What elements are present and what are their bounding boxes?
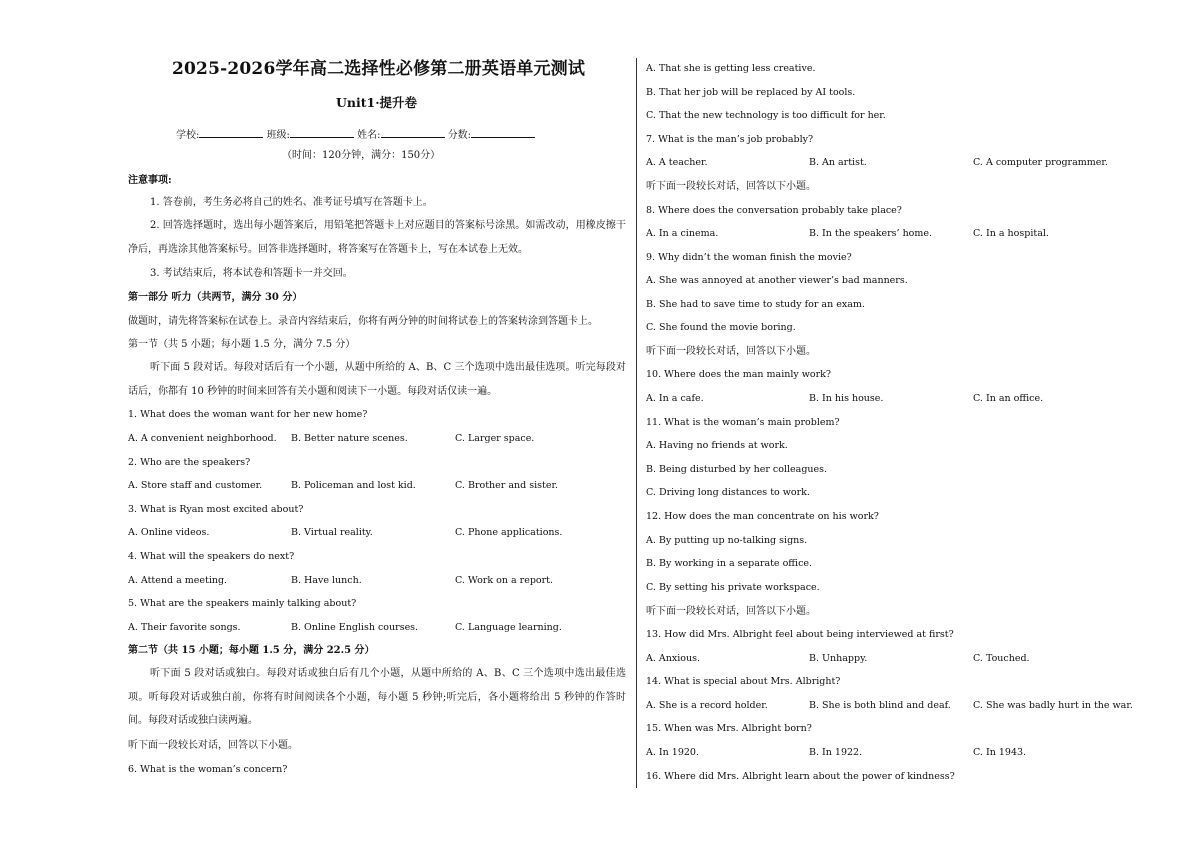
question-15: 15. When was Mrs. Albright born? xyxy=(646,723,812,734)
option-14a[interactable]: A. She is a record holder. xyxy=(646,700,768,711)
question-10: 10. Where does the man mainly work? xyxy=(646,369,832,380)
option-12b[interactable]: B. By working in a separate office. xyxy=(646,558,813,569)
option-9a[interactable]: A. She was annoyed at another viewer’s bad manners. xyxy=(646,275,908,286)
page-subtitle: Unit1·提升卷 xyxy=(336,95,418,110)
listen-prompt: 听下面一段较长对话，回答以下小题。 xyxy=(646,606,816,617)
question-9: 9. Why didn’t the woman finish the movie? xyxy=(646,252,852,263)
option-10c[interactable]: C. In an office. xyxy=(973,393,1044,404)
option-13a[interactable]: A. Anxious. xyxy=(646,653,701,664)
option-10a[interactable]: A. In a cafe. xyxy=(646,393,704,404)
option-6a[interactable]: A. That she is getting less creative. xyxy=(646,63,816,74)
listen-prompt: 听下面一段较长对话，回答以下小题。 xyxy=(646,346,816,357)
notes-heading: 注意事项: xyxy=(128,175,172,186)
option-8c[interactable]: C. In a hospital. xyxy=(973,228,1049,239)
option-8b[interactable]: B. In the speakers’ home. xyxy=(809,228,933,239)
option-13c[interactable]: C. Touched. xyxy=(973,653,1030,664)
option-8a[interactable]: A. In a cinema. xyxy=(646,228,719,239)
student-info-line xyxy=(176,127,535,142)
note-item: 2. 回答选择题时，选出每小题答案后，用铅笔把答题卡上对应题目的答案标号涂黑。如需改动，用橡皮擦干净后，再选涂其他答案标号。回答非选择题时，将答案写在答题卡上，写在本试卷上无效。 xyxy=(128,220,626,255)
section2-heading: 第二节（共 15 小题；每小题 1.5 分，满分 22.5 分） xyxy=(128,645,375,656)
question-2: 2. Who are the speakers? xyxy=(128,457,251,468)
option-11c[interactable]: C. Driving long distances to work. xyxy=(646,487,810,498)
question-12: 12. How does the man concentrate on his work? xyxy=(646,511,879,522)
note-item: 1. 答卷前，考生务必将自己的姓名、准考证号填写在答题卡上。 xyxy=(150,197,433,208)
option-3b[interactable]: B. Virtual reality. xyxy=(291,527,373,538)
option-1b[interactable]: B. Better nature scenes. xyxy=(291,433,408,444)
option-6b[interactable]: B. That her job will be replaced by AI tools. xyxy=(646,87,856,98)
option-7c[interactable]: C. A computer programmer. xyxy=(973,157,1108,168)
class-label: 班级: xyxy=(266,130,290,141)
question-7: 7. What is the man’s job probably? xyxy=(646,134,814,145)
note-item: 3. 考试结束后，将本试卷和答题卡一并交回。 xyxy=(150,268,353,279)
option-3c[interactable]: C. Phone applications. xyxy=(455,527,563,538)
question-14: 14. What is special about Mrs. Albright? xyxy=(646,676,841,687)
part1-heading: 第一部分 听力（共两节，满分 30 分） xyxy=(128,292,303,303)
option-3a[interactable]: A. Online videos. xyxy=(128,527,210,538)
option-1a[interactable]: A. A convenient neighborhood. xyxy=(128,433,277,444)
score-blank[interactable] xyxy=(471,127,535,138)
listen-prompt: 听下面一段较长对话，回答以下小题。 xyxy=(128,740,298,751)
option-4b[interactable]: B. Have lunch. xyxy=(291,575,362,586)
option-5a[interactable]: A. Their favorite songs. xyxy=(128,622,241,633)
school-label: 学校: xyxy=(176,130,200,141)
question-6: 6. What is the woman’s concern? xyxy=(128,764,288,775)
score-label: 分数: xyxy=(447,130,472,141)
question-16: 16. Where did Mrs. Albright learn about the power of kindness? xyxy=(646,771,955,782)
question-5: 5. What are the speakers mainly talking about? xyxy=(128,598,357,609)
option-15b[interactable]: B. In 1922. xyxy=(809,747,863,758)
option-2a[interactable]: A. Store staff and customer. xyxy=(128,480,263,491)
option-15a[interactable]: A. In 1920. xyxy=(646,747,699,758)
option-5b[interactable]: B. Online English courses. xyxy=(291,622,419,633)
option-6c[interactable]: C. That the new technology is too difficult for her. xyxy=(646,110,886,121)
option-7a[interactable]: A. A teacher. xyxy=(646,157,708,168)
option-12c[interactable]: C. By setting his private workspace. xyxy=(646,582,820,593)
option-9c[interactable]: C. She found the movie boring. xyxy=(646,322,796,333)
section1-heading: 第一节（共 5 小题；每小题 1.5 分，满分 7.5 分） xyxy=(128,339,356,350)
question-11: 11. What is the woman’s main problem? xyxy=(646,417,840,428)
question-1: 1. What does the woman want for her new home? xyxy=(128,409,368,420)
page-title: 2025-2026学年高二选择性必修第二册英语单元测试 xyxy=(172,59,586,79)
option-2c[interactable]: C. Brother and sister. xyxy=(455,480,558,491)
section1-instruction: 听下面 5 段对话。每段对话后有一个小题，从题中所给的 A、B、C 三个选项中选出最佳选项。听完每段对话后，你都有 10 秒钟的时间来回答有关小题和阅读下一小题。每段对话仅读一遍。 xyxy=(128,362,626,397)
question-4: 4. What will the speakers do next? xyxy=(128,551,295,562)
option-9b[interactable]: B. She had to save time to study for an exam. xyxy=(646,299,865,310)
option-7b[interactable]: B. An artist. xyxy=(809,157,867,168)
part1-instruction: 做题时，请先将答案标在试卷上。录音内容结束后，你将有两分钟的时间将试卷上的答案转涂到答题卡上。 xyxy=(128,316,598,327)
name-blank[interactable] xyxy=(381,127,445,138)
name-label: 姓名: xyxy=(357,130,381,141)
question-8: 8. Where does the conversation probably take place? xyxy=(646,205,902,216)
column-divider xyxy=(636,58,637,788)
option-11b[interactable]: B. Being disturbed by her colleagues. xyxy=(646,464,828,475)
section2-instruction: 听下面 5 段对话或独白。每段对话或独白后有几个小题，从题中所给的 A、B、C 三个选项中选出最佳选项。听每段对话或独白前，你将有时间阅读各个小题，每小题 5 秒钟;听完后，各小题将给出 5 秒钟的作答时间。每段对话或独白读两遍。 xyxy=(128,668,626,726)
question-13: 13. How did Mrs. Albright feel about being interviewed at first? xyxy=(646,629,954,640)
option-4c[interactable]: C. Work on a report. xyxy=(455,575,554,586)
option-14b[interactable]: B. She is both blind and deaf. xyxy=(809,700,951,711)
option-5c[interactable]: C. Language learning. xyxy=(455,622,562,633)
option-13b[interactable]: B. Unhappy. xyxy=(809,653,868,664)
option-2b[interactable]: B. Policeman and lost kid. xyxy=(291,480,416,491)
school-blank[interactable] xyxy=(199,127,263,138)
option-1c[interactable]: C. Larger space. xyxy=(455,433,535,444)
option-12a[interactable]: A. By putting up no-talking signs. xyxy=(646,535,808,546)
option-10b[interactable]: B. In his house. xyxy=(809,393,884,404)
option-4a[interactable]: A. Attend a meeting. xyxy=(128,575,228,586)
option-14c[interactable]: C. She was badly hurt in the war. xyxy=(973,700,1133,711)
option-11a[interactable]: A. Having no friends at work. xyxy=(646,440,788,451)
listen-prompt: 听下面一段较长对话，回答以下小题。 xyxy=(646,181,816,192)
option-15c[interactable]: C. In 1943. xyxy=(973,747,1027,758)
question-3: 3. What is Ryan most excited about? xyxy=(128,504,304,515)
class-blank[interactable] xyxy=(290,127,354,138)
time-info: （时间：120分钟，满分：150分） xyxy=(282,150,441,161)
